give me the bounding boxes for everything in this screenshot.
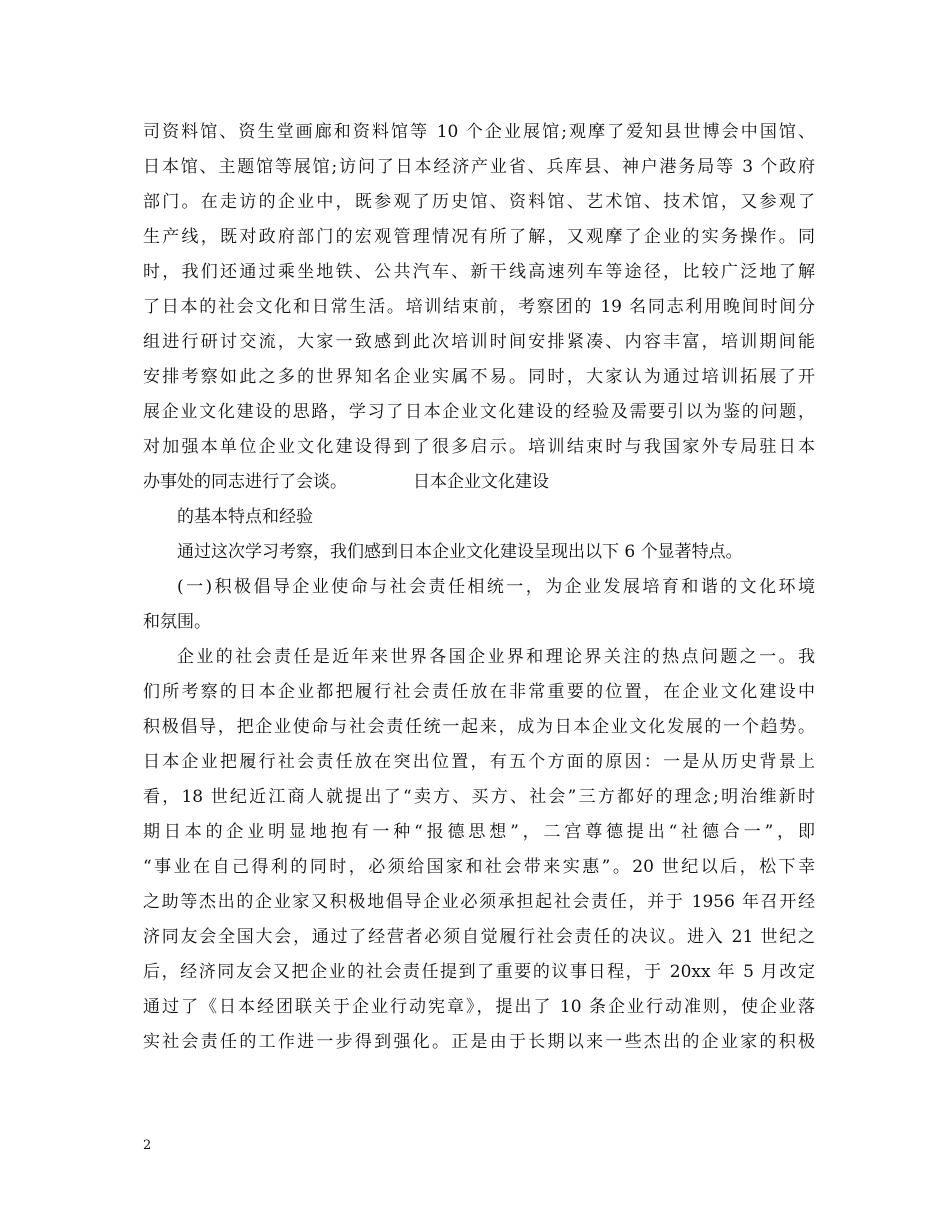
paragraph-line: 生产线，既对政府部门的宏观管理情况有所了解，又观摩了企业的实务操作。同 xyxy=(143,227,815,247)
paragraph-line: 之助等杰出的企业家又积极地倡导企业必须承担起社会责任，并于 1956 年召开经 xyxy=(143,892,815,912)
paragraph-line: 安排考察如此之多的世界知名企业实属不易。同时，大家认为通过培训拓展了开 xyxy=(143,367,815,387)
section-heading-continuation: 的基本特点和经验 xyxy=(177,507,313,527)
body-text xyxy=(143,115,815,1060)
paragraph-line: 通过这次学习考察，我们感到日本企业文化建设呈现出以下 6 个显著特点。 xyxy=(177,542,743,562)
paragraph-line: 实社会责任的工作进一步得到强化。正是由于长期以来一些杰出的企业家的积极 xyxy=(143,1032,815,1052)
paragraph-text: 办事处的同志进行了会谈。 xyxy=(143,472,347,492)
paragraph-line: 了日本的社会文化和日常生活。培训结束前，考察团的 19 名同志利用晚间时间分 xyxy=(143,297,815,317)
paragraph-line: “事业在自己得利的同时，必须给国家和社会带来实惠”。20 世纪以后，松下幸 xyxy=(143,857,815,877)
section-heading-part: 日本企业文化建设 xyxy=(413,472,549,492)
paragraph-line: 济同友会全国大会，通过了经营者必须自觉履行社会责任的决议。进入 21 世纪之 xyxy=(143,927,815,947)
paragraph-line: 们所考察的日本企业都把履行社会责任放在非常重要的位置，在企业文化建设中 xyxy=(143,682,815,702)
paragraph-line: 部门。在走访的企业中，既参观了历史馆、资料馆、艺术馆、技术馆，又参观了 xyxy=(143,192,815,212)
paragraph-line: 期日本的企业明显地抱有一种“报德思想”，二宫尊德提出“社德合一”，即 xyxy=(143,822,815,842)
subheading-line: (一)积极倡导企业使命与社会责任相统一，为企业发展培育和谐的文化环境 xyxy=(177,577,815,597)
paragraph-line-with-heading xyxy=(143,465,815,500)
paragraph-line: 看，18 世纪近江商人就提出了“卖方、买方、社会”三方都好的理念;明治维新时 xyxy=(143,787,815,807)
subheading-line: 和氛围。 xyxy=(143,612,211,632)
paragraph-line: 展企业文化建设的思路，学习了日本企业文化建设的经验及需要引以为鉴的问题， xyxy=(143,402,815,422)
paragraph-line: 组进行研讨交流，大家一致感到此次培训时间安排紧凑、内容丰富，培训期间能 xyxy=(143,332,815,352)
page-number: 2 xyxy=(143,1138,152,1153)
paragraph-line: 时，我们还通过乘坐地铁、公共汽车、新干线高速列车等途径，比较广泛地了解 xyxy=(143,262,815,282)
paragraph-line: 日本馆、主题馆等展馆;访问了日本经济产业省、兵库县、神户港务局等 3 个政府 xyxy=(143,157,815,177)
paragraph-line: 积极倡导，把企业使命与社会责任统一起来，成为日本企业文化发展的一个趋势。 xyxy=(143,717,815,737)
paragraph-line: 司资料馆、资生堂画廊和资料馆等 10 个企业展馆;观摩了爱知县世博会中国馆、 xyxy=(143,122,815,142)
paragraph-line: 后，经济同友会又把企业的社会责任提到了重要的议事日程，于 20xx 年 5 月改定 xyxy=(143,962,815,982)
paragraph-line: 日本企业把履行社会责任放在突出位置，有五个方面的原因：一是从历史背景上 xyxy=(143,752,815,772)
paragraph-line: 对加强本单位企业文化建设得到了很多启示。培训结束时与我国家外专局驻日本 xyxy=(143,437,815,457)
paragraph-line: 通过了《日本经团联关于企业行动宪章》，提出了 10 条企业行动准则，使企业落 xyxy=(143,997,815,1017)
paragraph-line: 企业的社会责任是近年来世界各国企业界和理论界关注的热点问题之一。我 xyxy=(177,647,815,667)
